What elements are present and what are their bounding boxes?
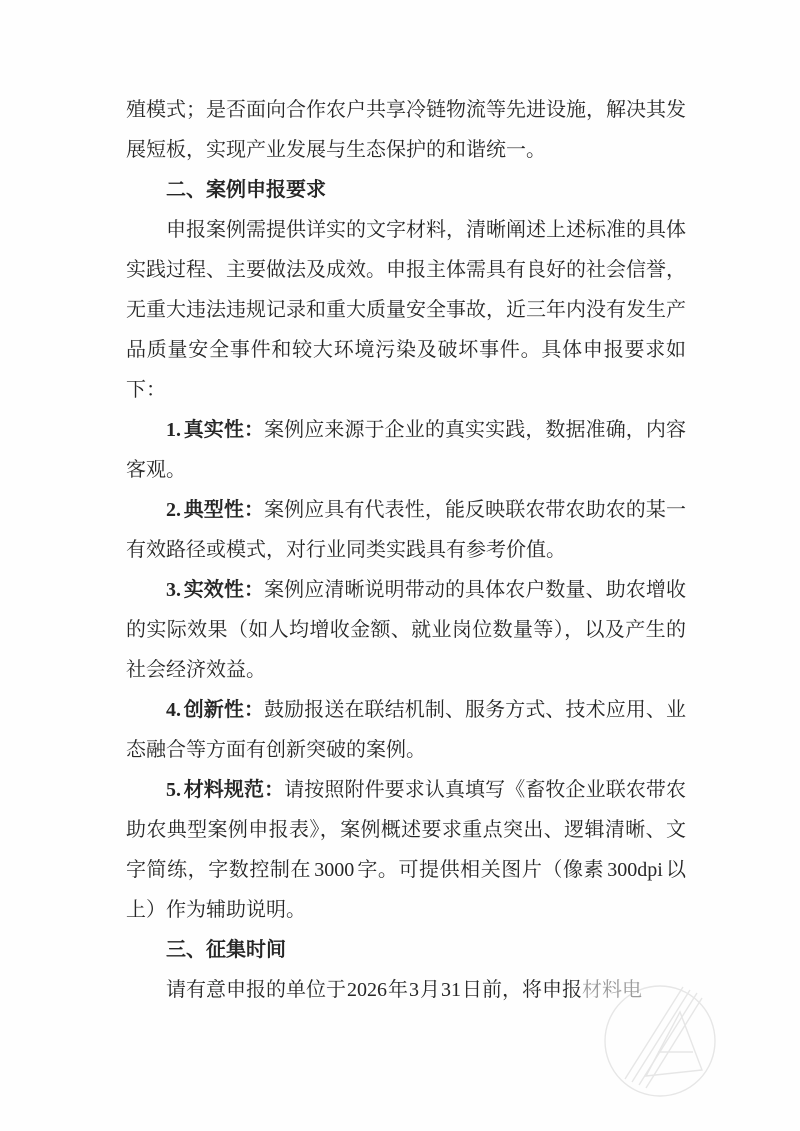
requirement-item-text: 请按照附件要求认真填写《畜牧企业联农带农助农典型案例申报表》，案例概述要求重点突出、逻辑清晰、文字简练，字数控制在 3000 字。可提供相关图片（像素 300dpi 以上）作为辅助说明。 (126, 779, 687, 921)
section-heading-collection-time: 三、征集时间 (166, 939, 286, 961)
requirement-item-label: 4. 创新性： (166, 699, 265, 721)
document-content (126, 90, 686, 1010)
requirement-item-effectiveness (126, 570, 686, 690)
section-heading-case-requirements: 二、案例申报要求 (166, 179, 326, 201)
deadline-text: 请有意申报的单位于 2026 年 3 月 31 日前，将申报 (166, 979, 582, 1001)
requirement-item-material-standard (126, 770, 686, 930)
paragraph-continuation: 殖模式；是否面向合作农户共享冷链物流等先进设施，解决其发展短板，实现产业发展与生态保护的和谐统一。 (126, 99, 686, 161)
requirement-item-typicality (126, 490, 686, 570)
requirement-item-label: 5. 材料规范： (166, 779, 285, 801)
requirement-item-text: 案例应来源于企业的真实实践，数据准确，内容客观。 (126, 419, 686, 481)
requirement-item-label: 3. 实效性： (166, 579, 265, 601)
paragraph-deadline (126, 970, 686, 1010)
requirement-item-innovation (126, 690, 686, 770)
requirement-item-text: 案例应清晰说明带动的具体农户数量、助农增收的实际效果（如人均增收金额、就业岗位数量等），以及产生的社会经济效益。 (126, 579, 686, 681)
deadline-text-faded: 材料电 (582, 979, 642, 1001)
requirement-item-text: 鼓励报送在联结机制、服务方式、技术应用、业态融合等方面有创新突破的案例。 (126, 699, 686, 761)
paragraph-requirements-intro: 申报案例需提供详实的文字材料，清晰阐述上述标准的具体实践过程、主要做法及成效。申报主体需具有良好的社会信誉，无重大违法违规记录和重大质量安全事故，近三年内没有发生产品质量安全事件和较大环境污染及破坏事件。具体申报要求如下： (126, 219, 686, 401)
requirement-item-text: 案例应具有代表性，能反映联农带农助农的某一有效路径或模式，对行业同类实践具有参考价值。 (126, 499, 686, 561)
requirement-item-authenticity (126, 410, 686, 490)
requirement-item-label: 1. 真实性： (166, 419, 265, 441)
requirement-item-label: 2. 典型性： (166, 499, 265, 521)
